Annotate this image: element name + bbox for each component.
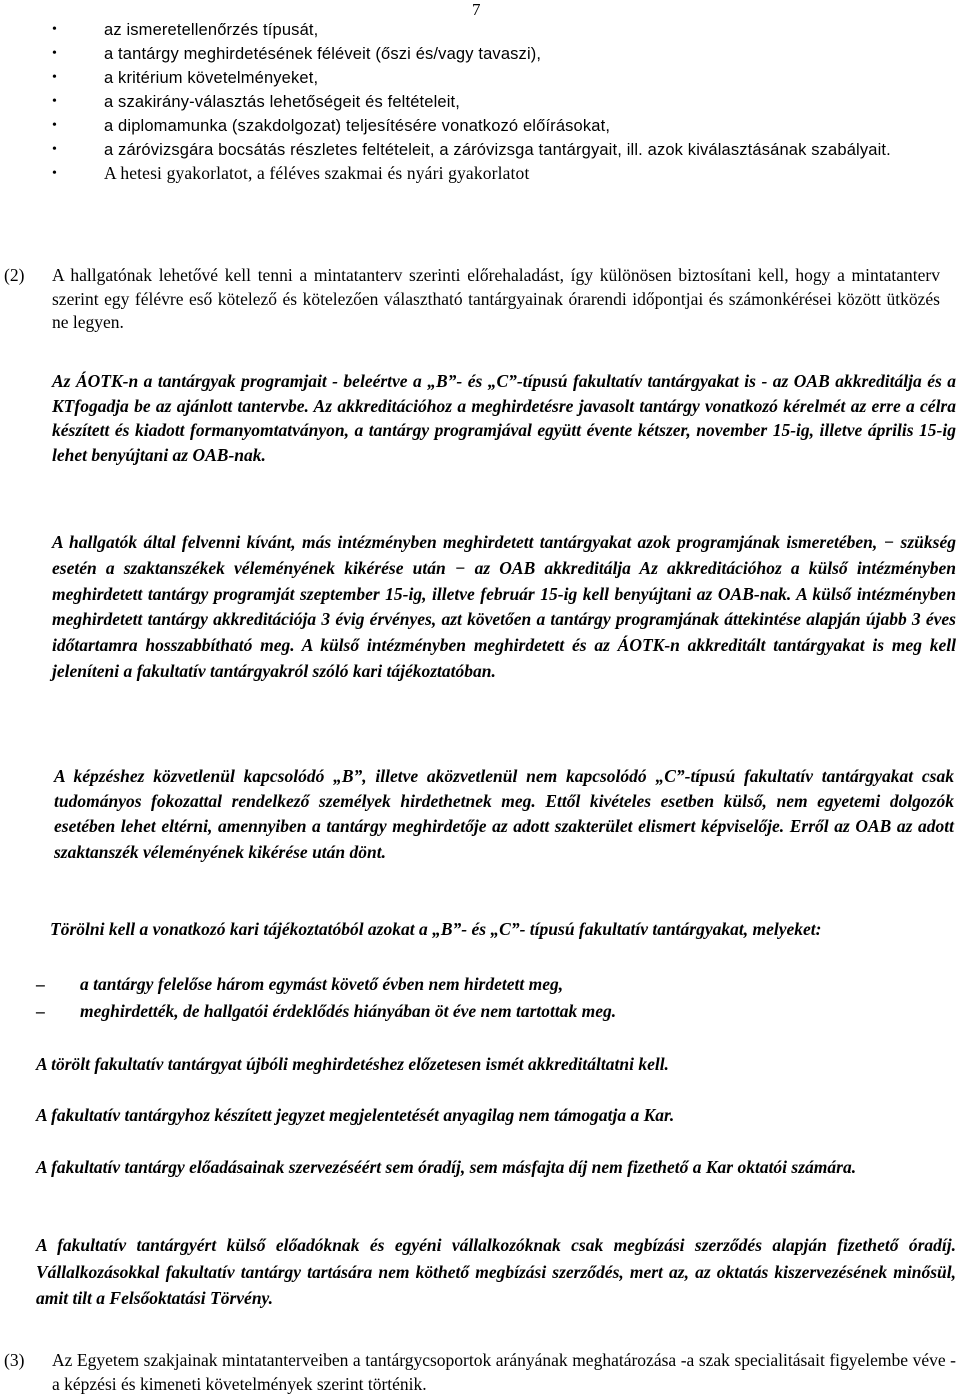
paragraph-2	[0, 264, 940, 335]
fakultativ-block: A képzéshez közvetlenül kapcsolódó „B”, illetve aközvetlenül nem kapcsolódó „C”-típusú fakultatív tantárgyakat csak tudományos fokozattal rendelkező személyek hirdethetnek meg. Ettől kivételes esetben külső, nem egyetemi dolgozók esetében lehet eltérni, amennyiben a tantárgy meghirdetője az adott szakterület elismert képviselője. Erről az OAB az adott szaktanszék véleményének kikérése után dönt.	[54, 766, 954, 862]
list-item-text: a záróvizsgára bocsátás részletes feltételeit, a záróvizsga tantárgyait, ill. azok kiválasztásának szabályait.	[104, 141, 891, 159]
list-item	[0, 138, 960, 162]
dash-icon: –	[36, 1001, 45, 1021]
list-item	[0, 90, 960, 114]
kulso-intezmeny-block: A hallgatók által felvenni kívánt, más intézményben meghirdetett tantárgyakat azok programjának ismeretében, − szükség esetén a szaktanszékek véleményének kikérése után − az OAB akkreditálja Az akkreditációhoz a külső intézményben meghirdetett tantárgy programját szeptember 15-ig, illetve február 15-ig kell benyújtani az OAB-nak. A külső intézményben meghirdetett tantárgy akkreditációja 3 évig érvényes, azt követően a tantárgy programjának áttekintése alapján újabb 3 éves időtartamra hosszabbítható meg. A külső intézményben meghirdetett és az ÁOTK-n akkreditált tantárgyakat is meg kell jeleníteni a fakultatív tantárgyakról szóló kari tájékoztatóban.	[52, 532, 956, 681]
list-item	[0, 114, 960, 138]
list-item	[36, 998, 936, 1025]
list-item	[0, 18, 960, 42]
list-item-text: meghirdették, de hallgatói érdeklődés hiányában öt éve nem tartottak meg.	[80, 1001, 617, 1021]
bullet-icon: •	[52, 166, 57, 181]
paragraph-text: Az Egyetem szakjainak mintatanterveiben a tantárgycsoportok arányának meghatározása -a szak specialitásait figyelembe véve - a képzési és kimeneti követelmények szerint történik.	[52, 1350, 956, 1394]
list-item-text: a tantárgy meghirdetésének féléveit (őszi és/vagy tavaszi),	[104, 45, 542, 63]
paragraph-number: (2)	[4, 265, 25, 285]
list-item-text: a kritérium követelményeket,	[104, 69, 319, 87]
statement-megbizas: A fakultatív tantárgyért külső előadóknak és egyéni vállalkozóknak csak megbízási szerződés alapján fizethető óradíj. Vállalkozásokkal fakultatív tantárgy tartására nem köthető megbízási szerződés, mert az, az oktatás kiszervezésének minősül, amit tilt a Felsőoktatási Törvény.	[36, 1235, 956, 1308]
statement-jegyzet: A fakultatív tantárgyhoz készített jegyzet megjelentetését anyagilag nem támogatja a Kar.	[36, 1105, 675, 1125]
list-item	[0, 42, 960, 66]
list-item-text: az ismeretellenőrzés típusát,	[104, 21, 319, 39]
bullet-icon: •	[52, 22, 57, 37]
list-item-text: A hetesi gyakorlatot, a féléves szakmai és nyári gyakorlatot	[104, 163, 530, 183]
list-item-text: a diplomamunka (szakdolgozat) teljesítésére vonatkozó előírásokat,	[104, 117, 611, 135]
bullet-icon: •	[52, 94, 57, 109]
akkreditacio-block: Az ÁOTK-n a tantárgyak programjait - beleértve a „B”- és „C”-típusú fakultatív tantárgyakat is - az OAB akkreditálja és a KTfogadja be az ajánlott tantervbe. Az akkreditációhoz a meghirdetésre javasolt tantárgy vonatkozó kérelmét az erre a célra készített és kiadott formanyomtatványon, a tantárgy programjával együtt évente kétszer, november 15-ig, illetve április 15-ig lehet benyújtani az OAB-nak.	[52, 371, 956, 465]
list-item	[0, 162, 960, 185]
dash-icon: –	[36, 974, 45, 994]
list-item-text: a szakirány-választás lehetőségeit és feltételeit,	[104, 93, 461, 111]
list-item	[0, 66, 960, 90]
paragraph-3	[0, 1349, 960, 1396]
page-number: 7	[472, 0, 481, 19]
paragraph-number: (3)	[4, 1350, 25, 1370]
list-item-text: a tantárgy felelőse három egymást követő évben nem hirdetett meg,	[80, 974, 564, 994]
bullet-icon: •	[52, 70, 57, 85]
dash-list	[36, 971, 936, 1025]
statement-reakkreditacio: A törölt fakultatív tantárgyat újbóli meghirdetéshez előzetesen ismét akkreditáltatni kell.	[36, 1054, 669, 1074]
list-item	[36, 971, 936, 998]
bullet-icon: •	[52, 118, 57, 133]
bullet-icon: •	[52, 142, 57, 157]
bullet-icon: •	[52, 46, 57, 61]
bullet-list	[0, 18, 960, 185]
paragraph-text: A hallgatónak lehetővé kell tenni a mintatanterv szerinti előrehaladást, így különösen biztosítani kell, hogy a mintatanterv szerint egy félévre eső kötelező és kötelezően választható tantárgyainak órarendi időpontjai és számonkérései között ütközés ne legyen.	[52, 265, 940, 332]
torles-block: Törölni kell a vonatkozó kari tájékoztatóból azokat a „B”- és „C”- típusú fakultatív tantárgyakat, melyeket:	[50, 919, 822, 939]
statement-oradij: A fakultatív tantárgy előadásainak szervezéséért sem óradíj, sem másfajta díj nem fizethető a Kar oktatói számára.	[36, 1157, 857, 1177]
